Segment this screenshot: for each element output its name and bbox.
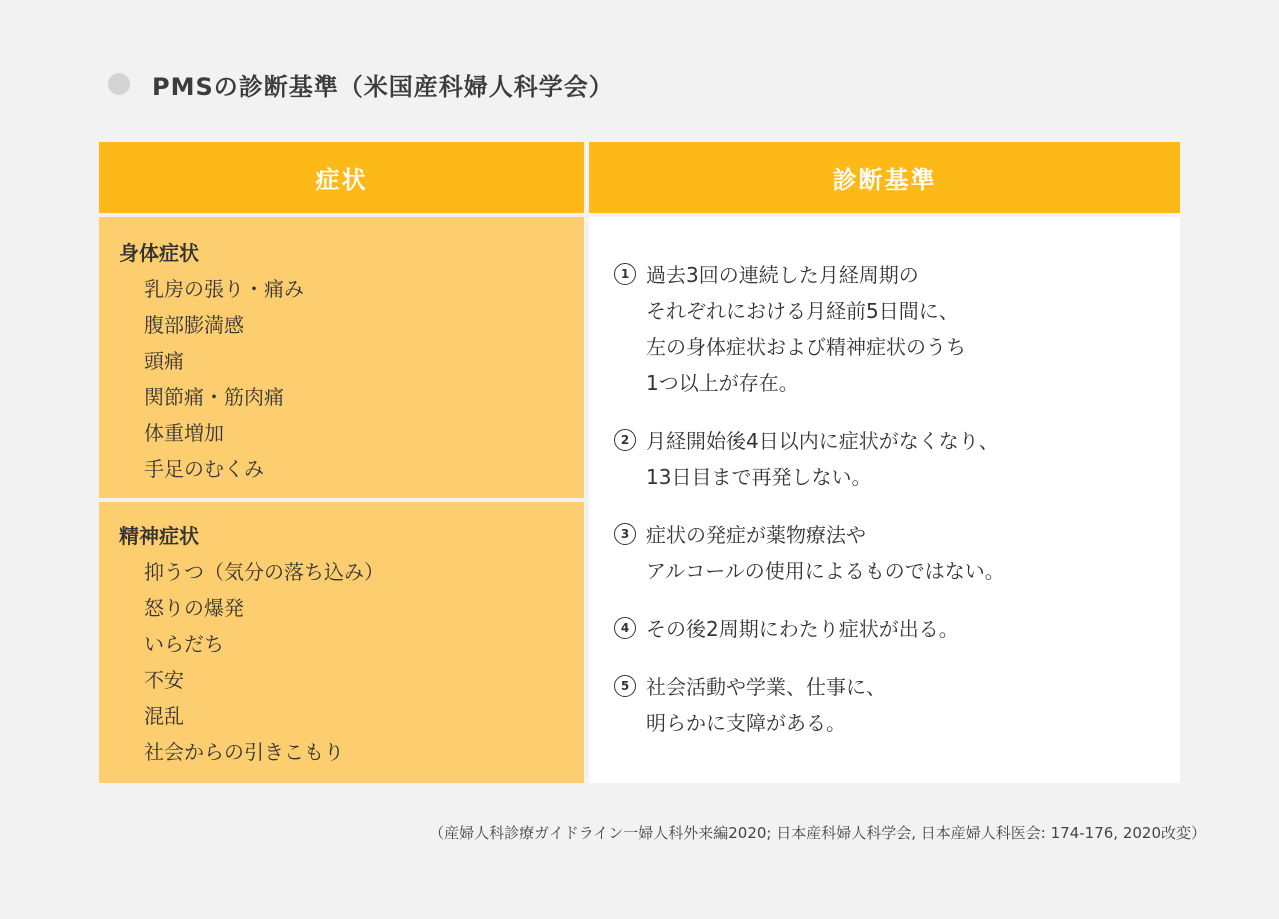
symptom-item: いらだち (144, 632, 224, 656)
title-row (108, 64, 614, 104)
header-symptoms: 症状 (99, 142, 584, 213)
physical-symptoms-cell (99, 217, 584, 498)
criterion-line: アルコールの使用によるものではない。 (646, 559, 1005, 583)
symptom-item: 腹部膨満感 (144, 313, 244, 337)
symptom-item: 混乱 (144, 704, 184, 728)
circled-number-icon: 4 (614, 617, 636, 639)
criterion-1 (614, 257, 1180, 401)
criterion-line: その後2周期にわたり症状が出る。 (646, 617, 959, 641)
criterion-line: 明らかに支障がある。 (646, 711, 846, 735)
criterion-5 (614, 669, 1180, 741)
criterion-line: 左の身体症状および精神症状のうち (646, 335, 966, 359)
bullet-dot-icon (108, 73, 130, 95)
symptom-item: 関節痛・筋肉痛 (144, 385, 284, 409)
diagnostic-criteria-table (99, 142, 1180, 783)
mental-symptoms-cell (99, 502, 584, 783)
symptom-item: 不安 (144, 668, 184, 692)
page-title: PMSの診断基準（米国産科婦人科学会） (152, 72, 614, 101)
criterion-3 (614, 517, 1180, 589)
symptom-item: 乳房の張り・痛み (144, 277, 304, 301)
criterion-line: 症状の発症が薬物療法や (646, 523, 866, 547)
circled-number-icon: 2 (614, 429, 636, 451)
criterion-line: 過去3回の連続した月経周期の (646, 263, 919, 287)
citation: （産婦人科診療ガイドライン一婦人科外来編2020; 日本産科婦人科学会, 日本産婦人科医会: 174-176, 2020改変） (429, 824, 1206, 842)
criterion-2 (614, 423, 1180, 495)
criterion-line: 社会活動や学業、仕事に、 (646, 675, 886, 699)
circled-number-icon: 3 (614, 523, 636, 545)
symptom-item: 手足のむくみ (144, 457, 264, 481)
mental-symptoms-title: 精神症状 (119, 524, 199, 548)
symptom-item: 体重増加 (144, 421, 224, 445)
circled-number-icon: 5 (614, 675, 636, 697)
criterion-line: 月経開始後4日以内に症状がなくなり、 (646, 429, 999, 453)
criterion-line: 13日目まで再発しない。 (646, 465, 872, 489)
symptom-item: 社会からの引きこもり (144, 740, 344, 764)
criterion-4 (614, 611, 1180, 647)
circled-number-icon: 1 (614, 263, 636, 285)
criterion-line: 1つ以上が存在。 (646, 371, 799, 395)
criterion-line: それぞれにおける月経前5日間に、 (646, 299, 959, 323)
symptom-item: 頭痛 (144, 349, 184, 373)
physical-symptoms-title: 身体症状 (119, 241, 199, 265)
symptom-item: 抑うつ（気分の落ち込み） (144, 560, 384, 584)
criteria-cell (589, 217, 1180, 783)
symptom-item: 怒りの爆発 (144, 596, 244, 620)
header-criteria: 診断基準 (589, 142, 1180, 213)
